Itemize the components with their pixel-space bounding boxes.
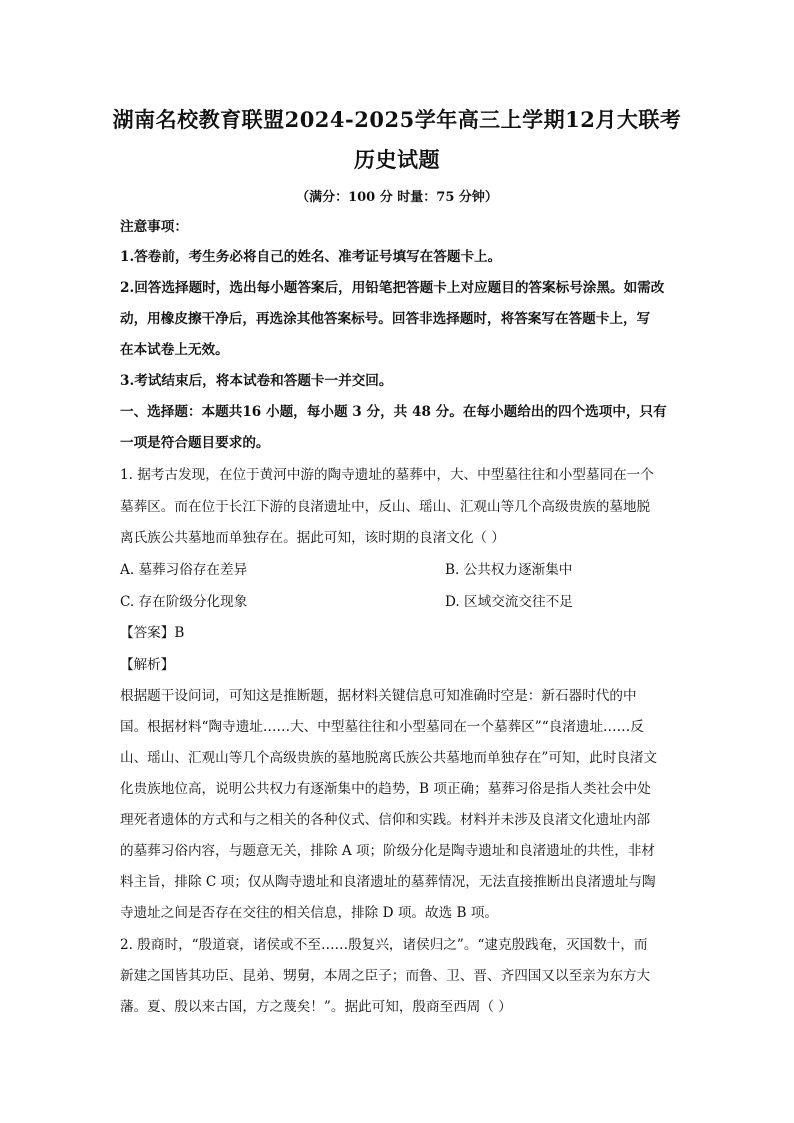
analysis-line: 寺遗址之间是否存在交往的相关信息，排除 D 项。故选 B 项。 [120, 905, 499, 921]
analysis-line: 的墓葬习俗内容，与题意无关，排除 A 项；阶级分化是陶寺遗址和良渚遗址的共性，非材 [120, 843, 656, 859]
section-heading: 一、选择题：本题共16 小题，每小题 3 分，共 48 分。在每小题给出的四个选项中，只有 [120, 404, 667, 420]
notice-item: 2.回答选择题时，选出每小题答案后，用铅笔把答题卡上对应题目的答案标号涂黑。如需改 [120, 280, 665, 296]
analysis-line: 国。根据材料“陶寺遗址……大、中型墓往往和小型墓同在一个墓葬区”“良渚遗址……反 [120, 719, 644, 735]
question-stem: 藩。夏、殷以来古国，方之蔑矣！”。据此可知，殷商至西周（ ） [120, 999, 512, 1015]
notice-item: 在本试卷上无效。 [120, 342, 229, 358]
analysis-line: 山、瑶山、汇观山等几个高级贵族的墓地脱离氏族公共墓地而单独存在”可知，此时良渚文 [120, 750, 658, 766]
analysis-heading: 【解析】 [120, 657, 175, 673]
analysis-line: 理死者遗体的方式和与之相关的各种仪式、信仰和实践。材料并未涉及良渚文化遗址内部 [120, 812, 651, 828]
notice-item: 3.考试结束后，将本试卷和答题卡一并交回。 [120, 373, 393, 389]
option-a: A. 墓葬习俗存在差异 [120, 562, 248, 578]
exam-meta: （满分：100 分 时量：75 分钟） [296, 190, 498, 205]
analysis-line: 化贵族地位高，说明公共权力有逐渐集中的趋势，B 项正确；墓葬习俗是指人类社会中处 [120, 781, 651, 797]
notice-item: 动，用橡皮擦干净后，再选涂其他答案标号。回答非选择题时，将答案写在答题卡上，写 [120, 311, 651, 327]
question-stem: 离氏族公共墓地而单独存在。据此可知，该时期的良渚文化（ ） [120, 530, 505, 546]
notice-heading: 注意事项： [120, 219, 188, 235]
notice-item: 1.答卷前，考生务必将自己的姓名、准考证号填写在答题卡上。 [120, 249, 502, 265]
option-c: C. 存在阶级分化现象 [120, 594, 248, 610]
answer-label: 【答案】B [120, 625, 185, 641]
question-stem: 墓葬区。而在位于长江下游的良渚遗址中，反山、瑶山、汇观山等几个高级贵族的墓地脱 [120, 499, 651, 515]
exam-subject-title: 历史试题 [354, 147, 440, 172]
analysis-line: 料主旨，排除 C 项；仅从陶寺遗址和良渚遗址的墓葬情况，无法直接推断出良渚遗址与陶 [120, 874, 656, 890]
question-stem: 2. 殷商时，“殷道衰，诸侯或不至……殷复兴，诸侯归之”。“逮克殷践奄，灭国数十，而 [120, 937, 648, 953]
exam-title: 湖南名校教育联盟2024-2025学年高三上学期12月大联考 [112, 107, 682, 132]
analysis-line: 根据题干设问词，可知这是推断题，据材料关键信息可知准确时空是：新石器时代的中 [120, 688, 637, 704]
question-stem: 新建之国皆其功臣、昆弟、甥舅，本周之臣子；而鲁、卫、晋、齐四国又以至亲为东方大 [120, 968, 651, 984]
option-b: B. 公共权力逐渐集中 [445, 562, 573, 578]
question-stem: 1. 据考古发现，在位于黄河中游的陶寺遗址的墓葬中，大、中型墓往往和小型墓同在一个 [120, 467, 654, 483]
option-d: D. 区域交流交往不足 [445, 594, 573, 610]
section-heading: 一项是符合题目要求的。 [120, 435, 270, 451]
